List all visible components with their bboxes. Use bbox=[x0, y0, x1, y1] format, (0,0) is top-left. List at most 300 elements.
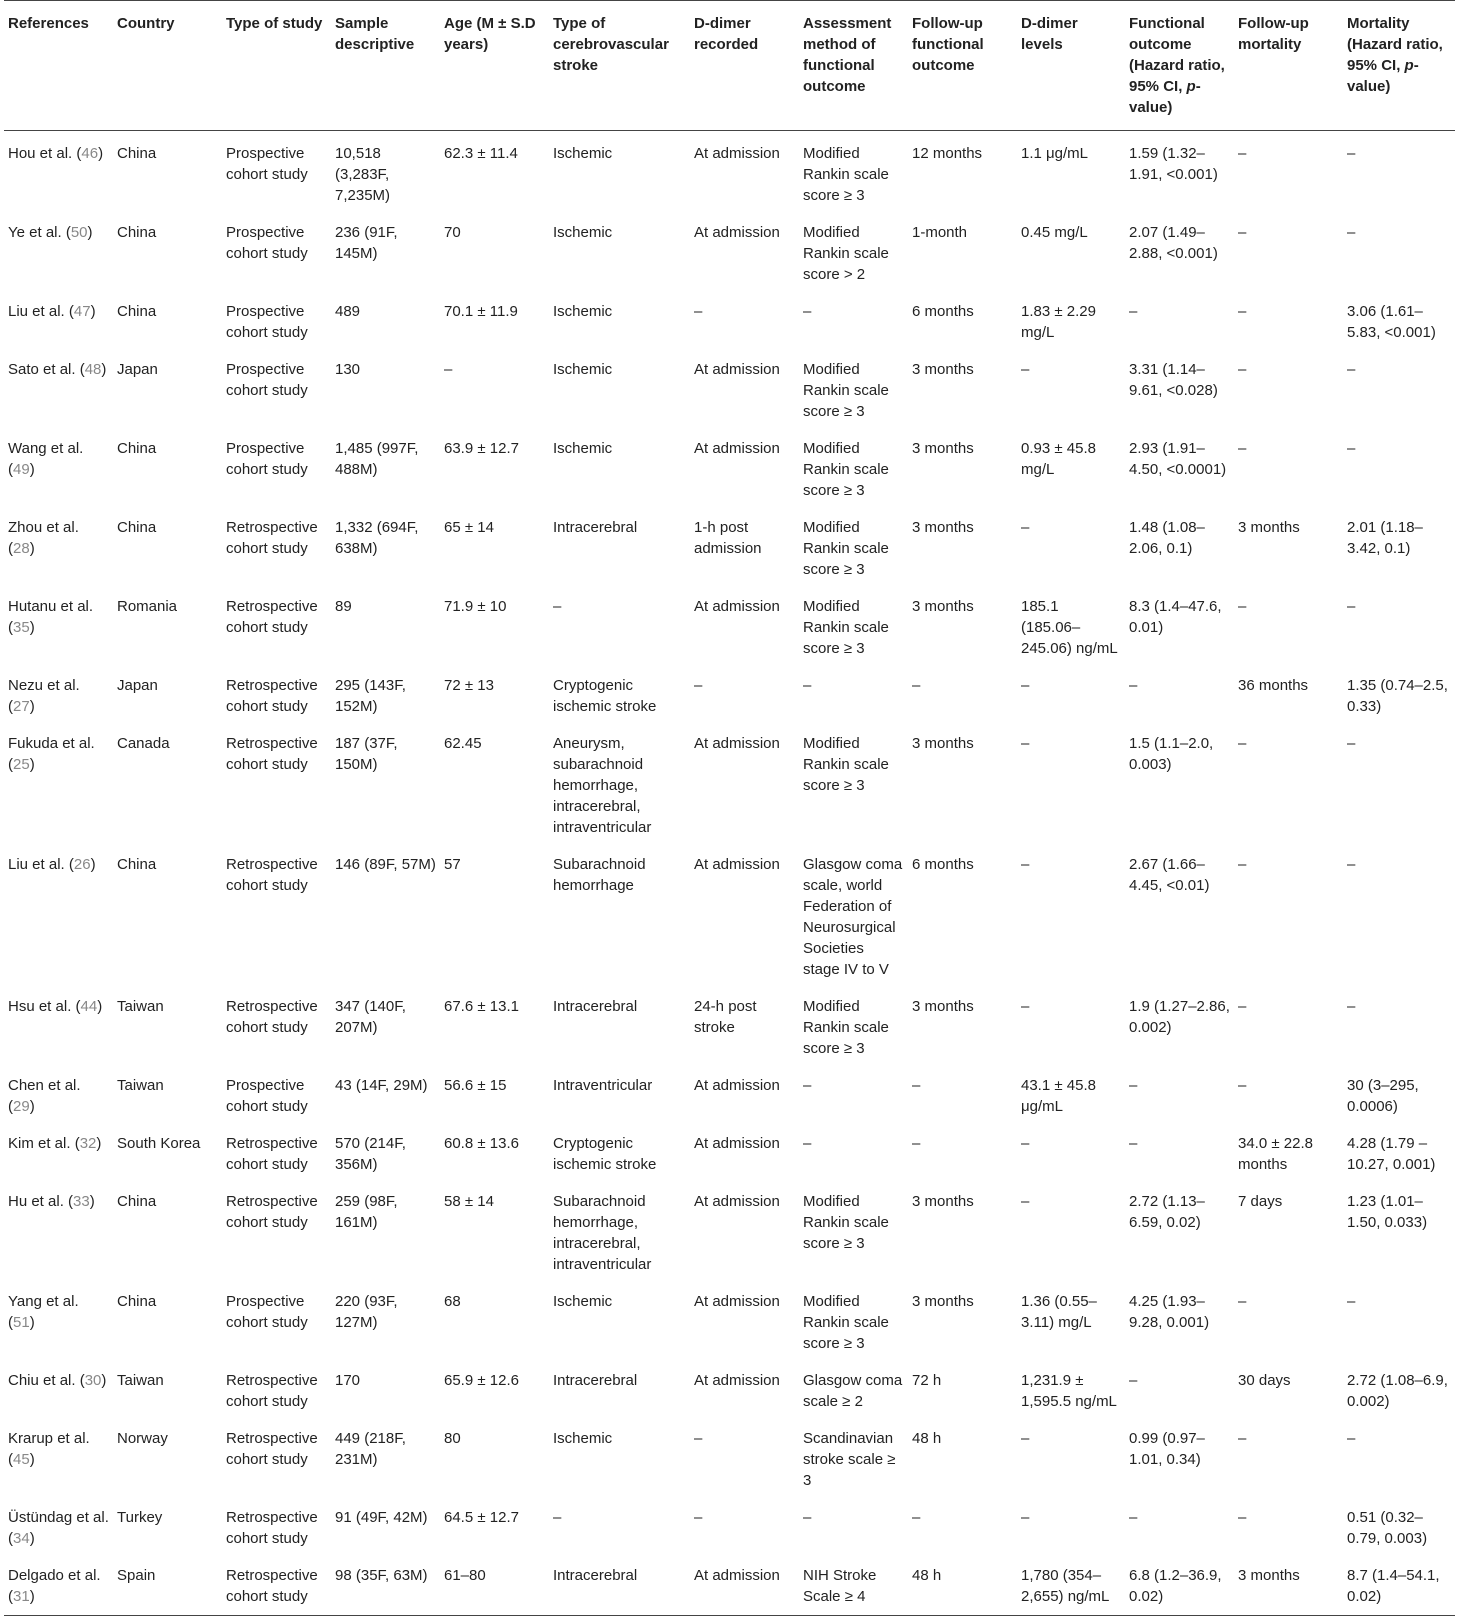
stroke-cell: Intracerebral bbox=[553, 1372, 638, 1389]
stroke-cell: Ischemic bbox=[553, 1293, 613, 1310]
table-row bbox=[4, 584, 1455, 663]
author-name: Chen et al. bbox=[8, 1077, 81, 1094]
sample-cell: 220 (93F, 127M) bbox=[335, 1293, 398, 1331]
ddimer-cell: 1-h post admission bbox=[694, 519, 762, 557]
study-cell: Retrospective cohort study bbox=[222, 1553, 331, 1616]
table-row bbox=[4, 347, 1455, 426]
assessment-cell: Modified Rankin scale score > 2 bbox=[803, 224, 889, 283]
age-cell: 60.8 ± 13.6 bbox=[444, 1135, 519, 1152]
age-cell: 67.6 ± 13.1 bbox=[444, 998, 519, 1015]
country-cell: China bbox=[117, 1293, 157, 1310]
levels-cell: 1,780 (354–2,655) ng/mL bbox=[1017, 1553, 1125, 1616]
column-header: Type of cerebrovascular stroke bbox=[549, 1, 690, 131]
author-name: Hutanu et al. bbox=[8, 598, 94, 615]
sample-cell: 236 (91F, 145M) bbox=[335, 224, 398, 262]
followup-cell: 3 months bbox=[912, 519, 974, 536]
assessment-cell: Scandinavian stroke scale ≥ 3 bbox=[803, 1430, 896, 1489]
age-cell: 57 bbox=[444, 856, 461, 873]
sample-cell: 91 (49F, 42M) bbox=[335, 1509, 428, 1526]
levels-cell: 0.45 mg/L bbox=[1021, 224, 1088, 241]
table-row bbox=[4, 984, 1455, 1063]
age-cell: 56.6 ± 15 bbox=[444, 1077, 507, 1094]
reference-number[interactable]: 34 bbox=[13, 1530, 30, 1547]
reference-cell: Delgado et al. (31) bbox=[4, 1553, 113, 1616]
mortality-cell: – bbox=[1347, 440, 1356, 457]
table-row bbox=[4, 721, 1455, 842]
age-cell: 62.45 bbox=[444, 735, 482, 752]
table-row bbox=[4, 289, 1455, 347]
reference-cell: Üstündag et al. (34) bbox=[8, 1509, 109, 1547]
stroke-cell: Ischemic bbox=[553, 224, 613, 241]
column-header: Country bbox=[113, 1, 222, 131]
stroke-cell: Cryptogenic ischemic stroke bbox=[553, 1135, 657, 1173]
country-cell: Canada bbox=[117, 735, 170, 752]
followup-cell: 3 months bbox=[912, 1293, 974, 1310]
functional-cell: 6.8 (1.2–36.9, 0.02) bbox=[1125, 1553, 1234, 1616]
reference-number[interactable]: 27 bbox=[13, 698, 30, 715]
assessment-cell: – bbox=[803, 677, 812, 694]
reference-number[interactable]: 25 bbox=[13, 756, 30, 773]
sample-cell: 347 (140F, 207M) bbox=[335, 998, 406, 1036]
reference-cell: Liu et al. (47) bbox=[8, 303, 96, 320]
ddimer-cell: At admission bbox=[694, 1135, 780, 1152]
reference-number[interactable]: 46 bbox=[81, 145, 99, 162]
reference-number[interactable]: 32 bbox=[79, 1135, 97, 1152]
ddimer-cell: 24-h post stroke bbox=[694, 998, 757, 1036]
functional-cell: – bbox=[1129, 1509, 1138, 1526]
age-cell: – bbox=[444, 361, 453, 378]
table-row bbox=[4, 426, 1455, 505]
country-cell: China bbox=[117, 440, 157, 457]
country-cell: China bbox=[117, 303, 157, 320]
ddimer-cell: At admission bbox=[690, 1553, 799, 1616]
mortality-cell: – bbox=[1347, 145, 1356, 162]
reference-cell: Nezu et al. (27) bbox=[8, 677, 80, 715]
sample-cell: 43 (14F, 29M) bbox=[335, 1077, 428, 1094]
country-cell: Taiwan bbox=[117, 1372, 164, 1389]
levels-cell: – bbox=[1021, 1509, 1030, 1526]
mort-followup-cell: 36 months bbox=[1238, 677, 1309, 694]
study-cell: Retrospective cohort study bbox=[226, 856, 318, 894]
functional-cell: 2.72 (1.13–6.59, 0.02) bbox=[1129, 1193, 1205, 1231]
table-row bbox=[4, 1416, 1455, 1495]
author-name: Hsu et al. bbox=[8, 998, 72, 1015]
ddimer-cell: At admission bbox=[694, 856, 780, 873]
functional-cell: 1.59 (1.32–1.91, <0.001) bbox=[1129, 145, 1218, 183]
study-cell: Retrospective cohort study bbox=[226, 1509, 318, 1547]
levels-cell: – bbox=[1021, 1193, 1030, 1210]
study-cell: Prospective cohort study bbox=[226, 145, 308, 183]
stroke-cell: Ischemic bbox=[553, 145, 613, 162]
studies-table bbox=[4, 0, 1455, 1616]
table-row bbox=[4, 1553, 1455, 1616]
ddimer-cell: At admission bbox=[694, 361, 780, 378]
mort-followup-cell: – bbox=[1238, 1077, 1247, 1094]
assessment-cell: Modified Rankin scale score ≥ 3 bbox=[803, 998, 889, 1057]
followup-cell: – bbox=[912, 1509, 921, 1526]
country-cell: Taiwan bbox=[117, 1077, 164, 1094]
column-header: Type of study bbox=[222, 1, 331, 131]
country-cell: China bbox=[117, 145, 157, 162]
followup-cell: 48 h bbox=[912, 1430, 942, 1447]
sample-cell: 259 (98F, 161M) bbox=[335, 1193, 398, 1231]
country-cell: Japan bbox=[117, 677, 158, 694]
reference-cell: Wang et al. (49) bbox=[8, 440, 84, 478]
mort-followup-cell: – bbox=[1238, 1293, 1247, 1310]
levels-cell: 1.83 ± 2.29 mg/L bbox=[1021, 303, 1096, 341]
reference-number[interactable]: 30 bbox=[84, 1372, 102, 1389]
author-name: Liu et al. bbox=[8, 856, 65, 873]
reference-number[interactable]: 26 bbox=[73, 856, 91, 873]
mortality-cell: – bbox=[1347, 735, 1356, 752]
followup-cell: 72 h bbox=[912, 1372, 942, 1389]
reference-number[interactable]: 28 bbox=[13, 540, 30, 557]
header-row bbox=[4, 1, 1455, 131]
reference-cell: Hutanu et al. (35) bbox=[8, 598, 94, 636]
mortality-cell: 4.28 (1.79 – 10.27, 0.001) bbox=[1347, 1135, 1436, 1173]
stroke-cell: Ischemic bbox=[553, 303, 613, 320]
age-cell: 80 bbox=[444, 1430, 461, 1447]
sample-cell: 187 (37F, 150M) bbox=[335, 735, 398, 773]
levels-cell: 0.93 ± 45.8 mg/L bbox=[1021, 440, 1096, 478]
assessment-cell: Modified Rankin scale score ≥ 3 bbox=[803, 598, 889, 657]
stroke-cell: Intracerebral bbox=[553, 519, 638, 536]
age-cell: 70 bbox=[444, 224, 461, 241]
study-cell: Retrospective cohort study bbox=[226, 1193, 318, 1231]
mortality-cell: 30 (3–295, 0.0006) bbox=[1347, 1077, 1419, 1115]
study-cell: Prospective cohort study bbox=[226, 303, 308, 341]
levels-cell: – bbox=[1021, 856, 1030, 873]
functional-cell: 3.31 (1.14–9.61, <0.028) bbox=[1129, 361, 1218, 399]
mortality-cell: – bbox=[1347, 224, 1356, 241]
table-row bbox=[4, 1063, 1455, 1121]
followup-cell: – bbox=[912, 1077, 921, 1094]
age-cell: 65.9 ± 12.6 bbox=[444, 1372, 519, 1389]
mort-followup-cell: – bbox=[1238, 303, 1247, 320]
reference-cell: Ye et al. (50) bbox=[8, 224, 93, 241]
author-name: Kim et al. bbox=[8, 1135, 71, 1152]
assessment-cell: Modified Rankin scale score ≥ 3 bbox=[803, 361, 889, 420]
reference-cell: Liu et al. (26) bbox=[8, 856, 96, 873]
stroke-cell: Subarachnoid hemorrhage bbox=[553, 856, 646, 894]
ddimer-cell: At admission bbox=[694, 224, 780, 241]
levels-cell: – bbox=[1021, 519, 1030, 536]
levels-cell: 1,231.9 ± 1,595.5 ng/mL bbox=[1021, 1372, 1117, 1410]
stroke-cell: – bbox=[553, 598, 562, 615]
author-name: Krarup et al. bbox=[8, 1430, 90, 1447]
sample-cell: 449 (218F, 231M) bbox=[335, 1430, 406, 1468]
table-row bbox=[4, 210, 1455, 289]
country-cell: Spain bbox=[113, 1553, 222, 1616]
stroke-cell: Intracerebral bbox=[549, 1553, 690, 1616]
column-header: Mortality (Hazard ratio, 95% CI, p-value) bbox=[1343, 1, 1455, 131]
functional-cell: – bbox=[1129, 1077, 1138, 1094]
stroke-cell: Intracerebral bbox=[553, 998, 638, 1015]
mort-followup-cell: – bbox=[1238, 598, 1247, 615]
reference-cell: Hou et al. (46) bbox=[8, 145, 104, 162]
table-row bbox=[4, 1179, 1455, 1279]
functional-cell: 8.3 (1.4–47.6, 0.01) bbox=[1129, 598, 1222, 636]
sample-cell: 1,332 (694F, 638M) bbox=[335, 519, 419, 557]
age-cell: 63.9 ± 12.7 bbox=[444, 440, 519, 457]
ddimer-cell: – bbox=[694, 1430, 703, 1447]
study-cell: Retrospective cohort study bbox=[226, 735, 318, 773]
ddimer-cell: At admission bbox=[694, 1372, 780, 1389]
sample-cell: 98 (35F, 63M) bbox=[331, 1553, 440, 1616]
mort-followup-cell: – bbox=[1238, 856, 1247, 873]
levels-cell: 1.1 μg/mL bbox=[1021, 145, 1089, 162]
assessment-cell: – bbox=[803, 1077, 812, 1094]
followup-cell: 3 months bbox=[912, 1193, 974, 1210]
study-cell: Prospective cohort study bbox=[226, 1077, 308, 1115]
study-cell: Prospective cohort study bbox=[226, 1293, 308, 1331]
reference-cell: Sato et al. (48) bbox=[8, 361, 107, 378]
sample-cell: 146 (89F, 57M) bbox=[335, 856, 436, 873]
functional-cell: – bbox=[1129, 1135, 1138, 1152]
author-name: Zhou et al. bbox=[8, 519, 79, 536]
ddimer-cell: At admission bbox=[694, 1077, 780, 1094]
mort-followup-cell: 3 months bbox=[1238, 519, 1300, 536]
author-name: Sato et al. bbox=[8, 361, 76, 378]
column-header: D-dimer recorded bbox=[690, 1, 799, 131]
mort-followup-cell: – bbox=[1238, 224, 1247, 241]
column-header: Assessment method of functional outcome bbox=[799, 1, 908, 131]
author-name: Hu et al. bbox=[8, 1193, 64, 1210]
table-body bbox=[4, 131, 1455, 1616]
mort-followup-cell: 7 days bbox=[1238, 1193, 1283, 1210]
table-row bbox=[4, 842, 1455, 984]
country-cell: China bbox=[117, 856, 157, 873]
levels-cell: – bbox=[1021, 735, 1030, 752]
sample-cell: 89 bbox=[335, 598, 352, 615]
mort-followup-cell: – bbox=[1238, 440, 1247, 457]
assessment-cell: – bbox=[803, 303, 812, 320]
author-name: Hou et al. bbox=[8, 145, 73, 162]
levels-cell: – bbox=[1021, 361, 1030, 378]
mortality-cell: 8.7 (1.4–54.1, 0.02) bbox=[1343, 1553, 1455, 1616]
functional-cell: 1.9 (1.27–2.86, 0.002) bbox=[1129, 998, 1230, 1036]
author-name: Wang et al. bbox=[8, 440, 84, 457]
reference-number[interactable]: 48 bbox=[84, 361, 102, 378]
reference-number[interactable]: 31 bbox=[13, 1588, 30, 1605]
mort-followup-cell: 30 days bbox=[1238, 1372, 1291, 1389]
functional-cell: 2.07 (1.49–2.88, <0.001) bbox=[1129, 224, 1218, 262]
mort-followup-cell: – bbox=[1238, 361, 1247, 378]
column-header: Age (M ± S.D years) bbox=[440, 1, 549, 131]
stroke-cell: Ischemic bbox=[553, 1430, 613, 1447]
author-name: Chiu et al. bbox=[8, 1372, 76, 1389]
reference-number[interactable]: 49 bbox=[13, 461, 30, 478]
stroke-cell: Subarachnoid hemorrhage, intracerebral, intraventricular bbox=[553, 1193, 652, 1273]
followup-cell: 3 months bbox=[912, 440, 974, 457]
study-cell: Prospective cohort study bbox=[226, 361, 308, 399]
stroke-cell: Cryptogenic ischemic stroke bbox=[553, 677, 657, 715]
author-name: Liu et al. bbox=[8, 303, 65, 320]
author-name: Delgado et al. bbox=[8, 1567, 101, 1584]
followup-cell: 48 h bbox=[908, 1553, 1017, 1616]
mort-followup-cell: – bbox=[1238, 735, 1247, 752]
study-cell: Retrospective cohort study bbox=[226, 1372, 318, 1410]
mortality-cell: – bbox=[1347, 598, 1356, 615]
stroke-cell: Ischemic bbox=[553, 361, 613, 378]
assessment-cell: Modified Rankin scale score ≥ 3 bbox=[803, 519, 889, 578]
functional-cell: 1.5 (1.1–2.0, 0.003) bbox=[1129, 735, 1214, 773]
followup-cell: 12 months bbox=[912, 145, 983, 162]
author-name: Üstündag et al. bbox=[8, 1509, 109, 1526]
mortality-cell: – bbox=[1347, 856, 1356, 873]
followup-cell: 3 months bbox=[912, 361, 974, 378]
reference-number[interactable]: 45 bbox=[13, 1451, 30, 1468]
age-cell: 62.3 ± 11.4 bbox=[444, 145, 518, 162]
reference-cell: Hsu et al. (44) bbox=[8, 998, 103, 1015]
country-cell: South Korea bbox=[117, 1135, 201, 1152]
sample-cell: 170 bbox=[335, 1372, 361, 1389]
levels-cell: 1.36 (0.55–3.11) mg/L bbox=[1021, 1293, 1097, 1331]
column-header: Sample descriptive bbox=[331, 1, 440, 131]
age-cell: 65 ± 14 bbox=[444, 519, 494, 536]
mortality-cell: 2.01 (1.18–3.42, 0.1) bbox=[1347, 519, 1423, 557]
column-header: References bbox=[4, 1, 113, 131]
age-cell: 68 bbox=[444, 1293, 461, 1310]
table-row bbox=[4, 663, 1455, 721]
mortality-cell: 0.51 (0.32–0.79, 0.003) bbox=[1347, 1509, 1428, 1547]
mortality-cell: 1.35 (0.74–2.5, 0.33) bbox=[1347, 677, 1448, 715]
sample-cell: 1,485 (997F, 488M) bbox=[335, 440, 419, 478]
assessment-cell: Modified Rankin scale score ≥ 3 bbox=[803, 1293, 889, 1352]
age-cell: 70.1 ± 11.9 bbox=[444, 303, 518, 320]
country-cell: China bbox=[117, 519, 157, 536]
functional-cell: 1.48 (1.08–2.06, 0.1) bbox=[1129, 519, 1205, 557]
stroke-cell: – bbox=[553, 1509, 562, 1526]
country-cell: China bbox=[117, 224, 157, 241]
sample-cell: 570 (214F, 356M) bbox=[335, 1135, 406, 1173]
study-cell: Retrospective cohort study bbox=[226, 677, 318, 715]
reference-number[interactable]: 35 bbox=[13, 619, 30, 636]
assessment-cell: – bbox=[803, 1509, 812, 1526]
mortality-cell: – bbox=[1347, 1293, 1356, 1310]
study-cell: Retrospective cohort study bbox=[226, 998, 318, 1036]
functional-cell: – bbox=[1129, 677, 1138, 694]
mortality-cell: 3.06 (1.61–5.83, <0.001) bbox=[1347, 303, 1436, 341]
table-row bbox=[4, 505, 1455, 584]
reference-cell: Kim et al. (32) bbox=[8, 1135, 102, 1152]
age-cell: 64.5 ± 12.7 bbox=[444, 1509, 519, 1526]
column-header: Follow-up functional outcome bbox=[908, 1, 1017, 131]
mort-followup-cell: – bbox=[1238, 145, 1247, 162]
levels-cell: – bbox=[1021, 998, 1030, 1015]
author-name: Ye et al. bbox=[8, 224, 62, 241]
mort-followup-cell: – bbox=[1238, 1430, 1247, 1447]
assessment-cell: Modified Rankin scale score ≥ 3 bbox=[803, 145, 889, 204]
mort-followup-cell: – bbox=[1238, 998, 1247, 1015]
column-header: Follow-up mortality bbox=[1234, 1, 1343, 131]
levels-cell: 185.1 (185.06–245.06) ng/mL bbox=[1021, 598, 1118, 657]
ddimer-cell: At admission bbox=[694, 1293, 780, 1310]
country-cell: Japan bbox=[117, 361, 158, 378]
ddimer-cell: At admission bbox=[694, 145, 780, 162]
mortality-cell: – bbox=[1347, 361, 1356, 378]
country-cell: Turkey bbox=[117, 1509, 163, 1526]
study-cell: Retrospective cohort study bbox=[226, 598, 318, 636]
assessment-cell: NIH Stroke Scale ≥ 4 bbox=[799, 1553, 908, 1616]
ddimer-cell: At admission bbox=[694, 1193, 780, 1210]
country-cell: Norway bbox=[117, 1430, 168, 1447]
study-cell: Prospective cohort study bbox=[226, 224, 308, 262]
reference-cell: Krarup et al. (45) bbox=[8, 1430, 90, 1468]
age-cell: 61–80 bbox=[440, 1553, 549, 1616]
mortality-cell: 1.23 (1.01–1.50, 0.033) bbox=[1347, 1193, 1428, 1231]
reference-cell: Chiu et al. (30) bbox=[8, 1372, 107, 1389]
study-cell: Retrospective cohort study bbox=[226, 1135, 318, 1173]
mortality-cell: 2.72 (1.08–6.9, 0.002) bbox=[1347, 1372, 1448, 1410]
levels-cell: 43.1 ± 45.8 μg/mL bbox=[1021, 1077, 1096, 1115]
reference-number[interactable]: 29 bbox=[13, 1098, 30, 1115]
reference-number[interactable]: 51 bbox=[13, 1314, 30, 1331]
study-cell: Retrospective cohort study bbox=[226, 519, 318, 557]
ddimer-cell: At admission bbox=[694, 598, 780, 615]
mort-followup-cell: 3 months bbox=[1234, 1553, 1343, 1616]
ddimer-cell: – bbox=[694, 677, 703, 694]
sample-cell: 295 (143F, 152M) bbox=[335, 677, 406, 715]
reference-number[interactable]: 33 bbox=[73, 1193, 90, 1210]
sample-cell: 130 bbox=[335, 361, 361, 378]
study-cell: Retrospective cohort study bbox=[226, 1430, 318, 1468]
followup-cell: – bbox=[912, 1135, 921, 1152]
assessment-cell: Glasgow coma scale ≥ 2 bbox=[803, 1372, 903, 1410]
functional-cell: 2.93 (1.91–4.50, <0.0001) bbox=[1129, 440, 1227, 478]
functional-cell: 0.99 (0.97–1.01, 0.34) bbox=[1129, 1430, 1205, 1468]
country-cell: China bbox=[117, 1193, 157, 1210]
followup-cell: 3 months bbox=[912, 998, 974, 1015]
ddimer-cell: – bbox=[694, 1509, 703, 1526]
mortality-cell: – bbox=[1347, 998, 1356, 1015]
functional-cell: – bbox=[1129, 1372, 1138, 1389]
reference-cell: Chen et al. (29) bbox=[8, 1077, 81, 1115]
country-cell: Romania bbox=[117, 598, 178, 615]
table-header bbox=[4, 1, 1455, 131]
table-row bbox=[4, 1121, 1455, 1179]
followup-cell: 6 months bbox=[912, 303, 974, 320]
reference-number[interactable]: 50 bbox=[70, 224, 88, 241]
reference-number[interactable]: 47 bbox=[73, 303, 91, 320]
table-row bbox=[4, 1358, 1455, 1416]
column-header: D-dimer levels bbox=[1017, 1, 1125, 131]
levels-cell: – bbox=[1021, 1135, 1030, 1152]
author-name: Yang et al. bbox=[8, 1293, 79, 1310]
functional-cell: 2.67 (1.66–4.45, <0.01) bbox=[1129, 856, 1210, 894]
reference-cell: Hu et al. (33) bbox=[8, 1193, 95, 1210]
assessment-cell: Glasgow coma scale, world Federation of Neurosurgical Societies stage IV to V bbox=[803, 856, 903, 978]
author-name: Fukuda et al. bbox=[8, 735, 95, 752]
levels-cell: – bbox=[1021, 1430, 1030, 1447]
reference-number[interactable]: 44 bbox=[80, 998, 98, 1015]
study-cell: Prospective cohort study bbox=[226, 440, 308, 478]
mort-followup-cell: 34.0 ± 22.8 months bbox=[1238, 1135, 1313, 1173]
reference-cell: Fukuda et al. (25) bbox=[8, 735, 95, 773]
followup-cell: – bbox=[912, 677, 921, 694]
assessment-cell: Modified Rankin scale score ≥ 3 bbox=[803, 1193, 889, 1252]
assessment-cell: – bbox=[803, 1135, 812, 1152]
assessment-cell: Modified Rankin scale score ≥ 3 bbox=[803, 735, 889, 794]
followup-cell: 1-month bbox=[912, 224, 968, 241]
stroke-cell: Ischemic bbox=[553, 440, 613, 457]
functional-cell: – bbox=[1129, 303, 1138, 320]
functional-cell: 4.25 (1.93–9.28, 0.001) bbox=[1129, 1293, 1210, 1331]
followup-cell: 3 months bbox=[912, 735, 974, 752]
table-row bbox=[4, 1495, 1455, 1553]
table-row bbox=[4, 1279, 1455, 1358]
stroke-cell: Intraventricular bbox=[553, 1077, 653, 1094]
